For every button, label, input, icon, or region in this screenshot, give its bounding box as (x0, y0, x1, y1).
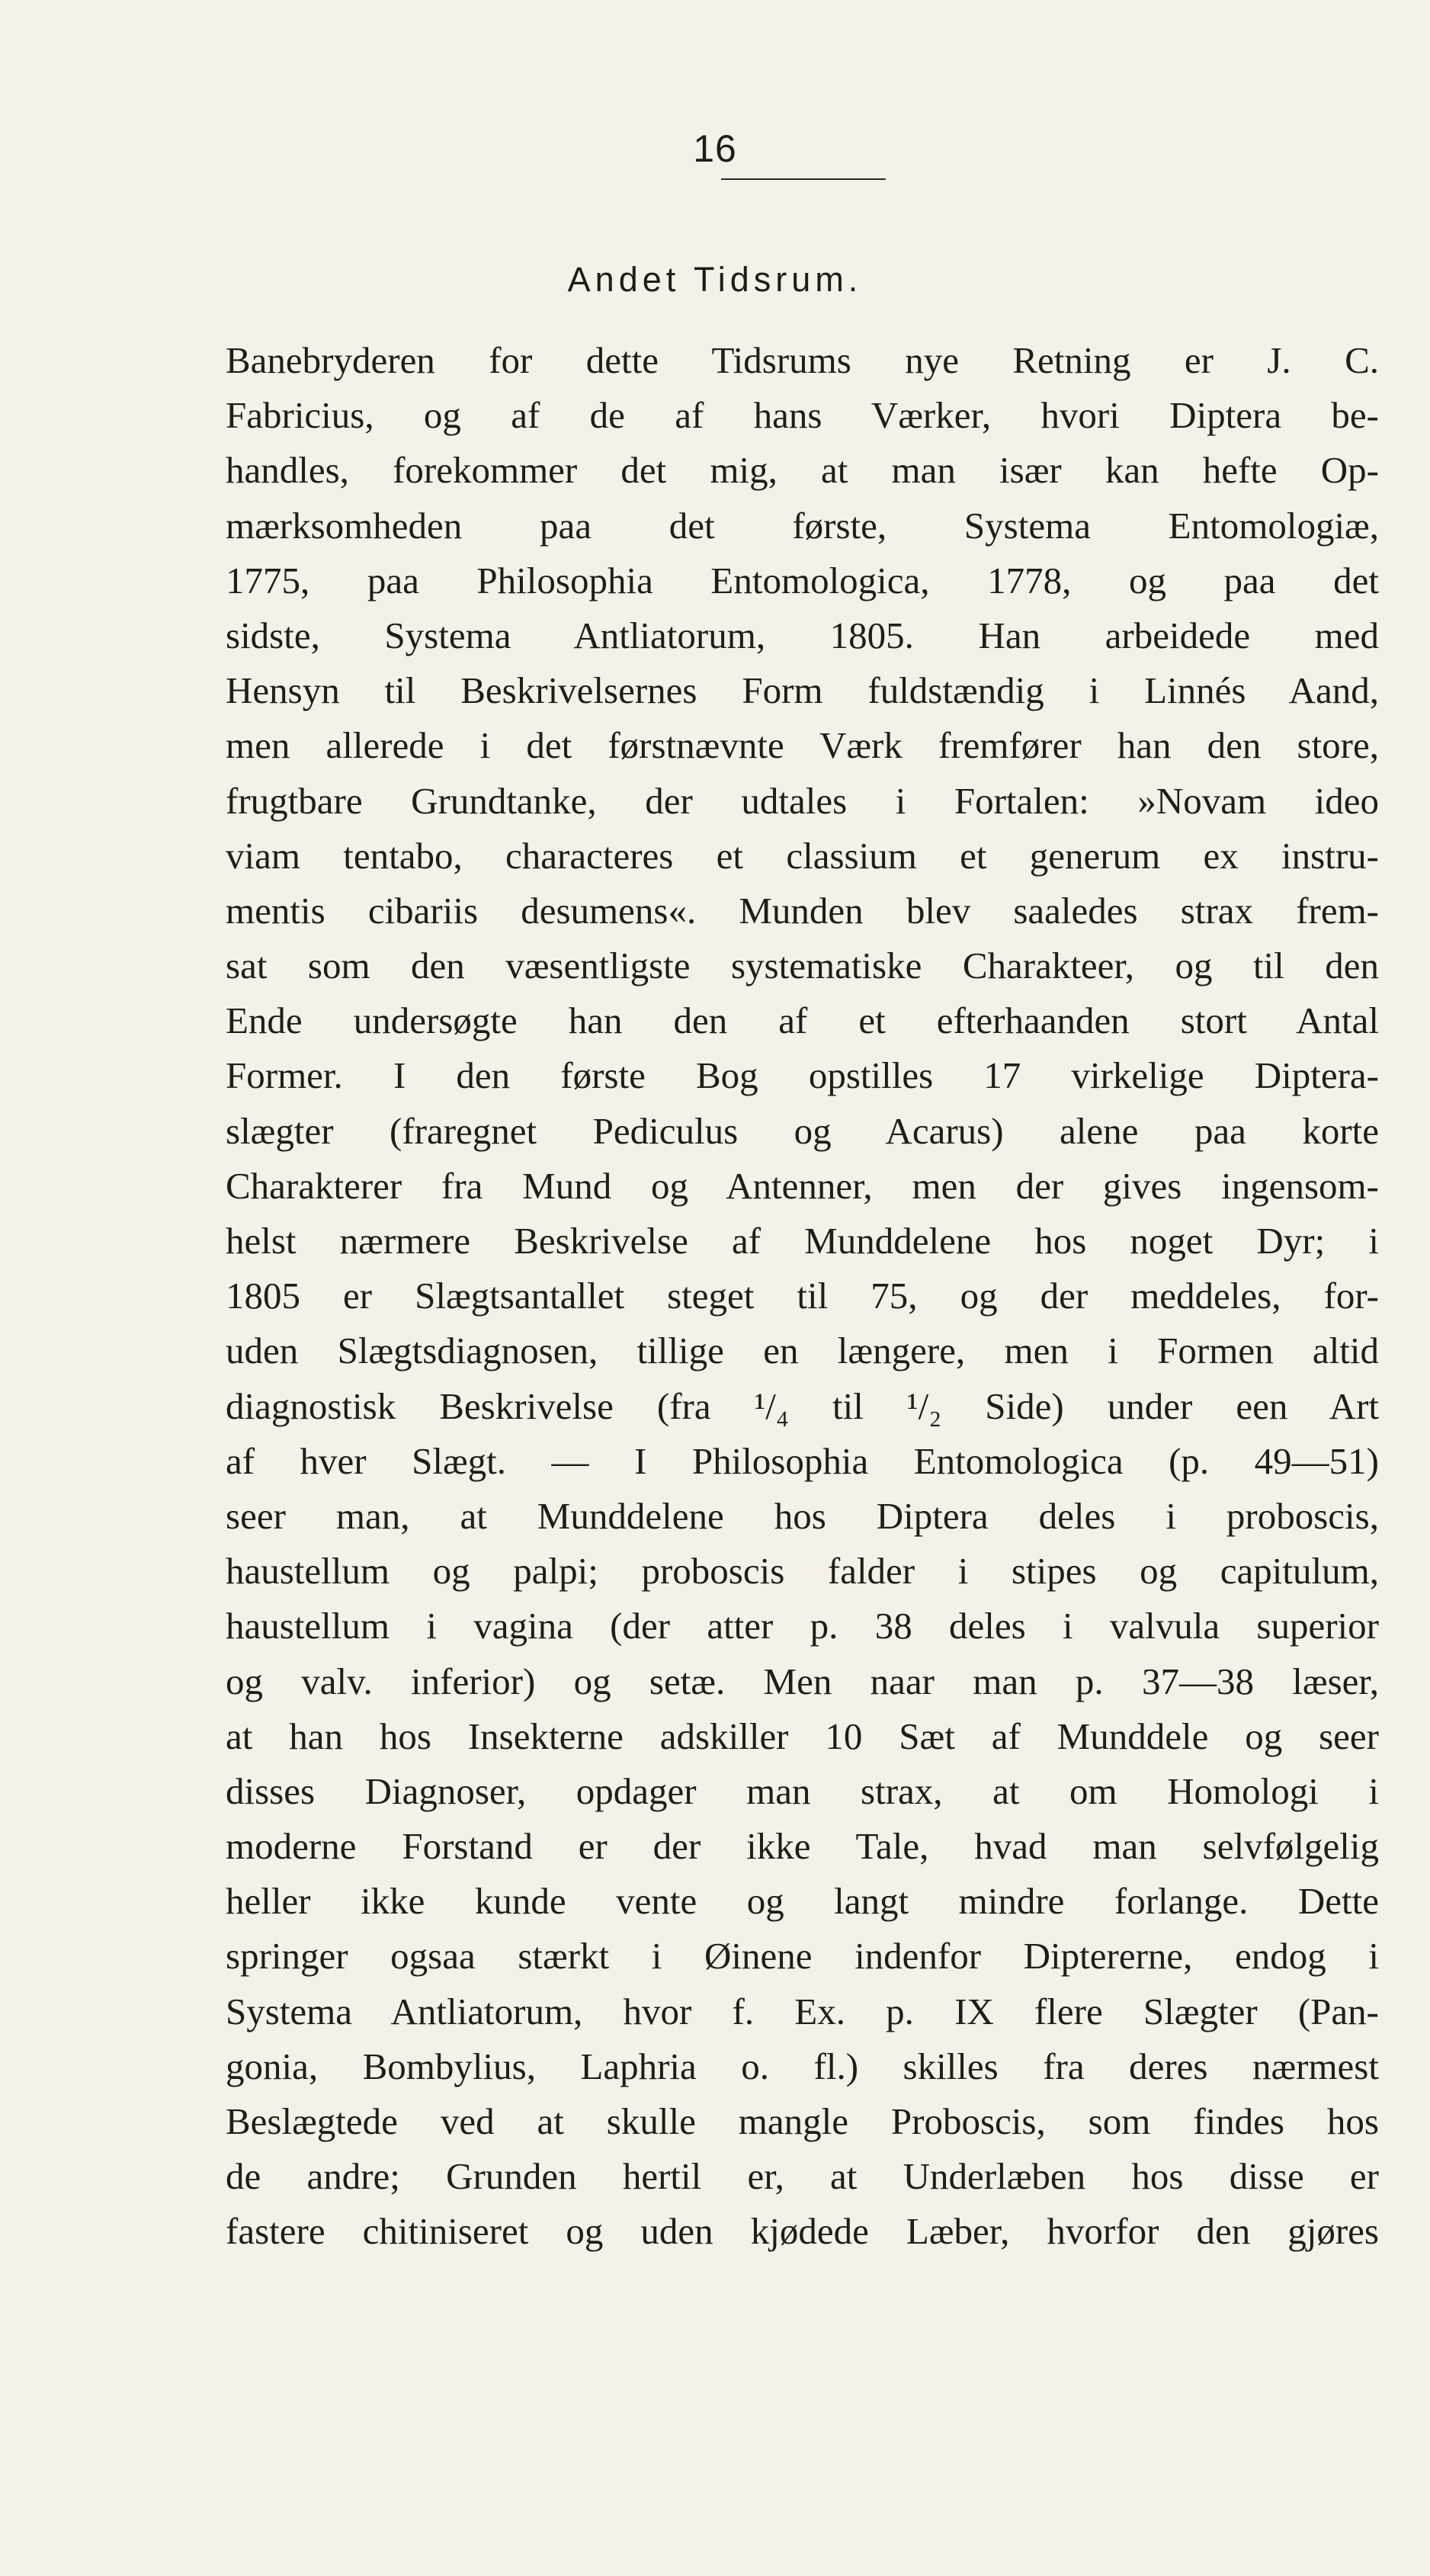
text-line: haustellum og palpi; proboscis falder i stipes og capitulum, (226, 1550, 1379, 1593)
text-line: men allerede i det førstnævnte Værk fremfører han den store, (226, 724, 1379, 767)
text-line: Hensyn til Beskrivelsernes Form fuldstændig i Linnés Aand, (226, 669, 1379, 712)
text-line: seer man, at Munddelene hos Diptera deles i proboscis, (226, 1494, 1379, 1537)
text-line: Systema Antliatorum, hvor f. Ex. p. IX flere Slægter (Pan- (226, 1990, 1379, 2032)
text-line: helst nærmere Beskrivelse af Munddelene hos noget Dyr; i (226, 1220, 1379, 1262)
text-line: og valv. inferior) og setæ. Men naar man p. 37—38 læser, (226, 1660, 1379, 1702)
text-line: Charakterer fra Mund og Antenner, men der gives ingensom- (226, 1164, 1379, 1207)
text-line: slægter (fraregnet Pediculus og Acarus) alene paa korte (226, 1109, 1379, 1152)
text-line: diagnostisk Beskrivelse (fra ¹/₄ til ¹/₂ Side) under een Art (226, 1384, 1379, 1427)
text-line: moderne Forstand er der ikke Tale, hvad man selvfølgelig (226, 1825, 1379, 1868)
text-line: Beslægtede ved at skulle mangle Proboscis, som findes hos (226, 2100, 1379, 2142)
text-line: frugtbare Grundtanke, der udtales i Fortalen: »Novam ideo (226, 779, 1379, 822)
text-line: Fabricius, og af de af hans Værker, hvori Diptera be- (226, 394, 1379, 437)
text-line: 1805 er Slægtsantallet steget til 75, og der meddeles, for- (226, 1275, 1379, 1317)
text-line: viam tentabo, characteres et classium et generum ex instru- (226, 834, 1379, 877)
page-number-rule (721, 178, 886, 180)
text-line: haustellum i vagina (der atter p. 38 deles i valvula superior (226, 1605, 1379, 1647)
text-line: Banebryderen for dette Tidsrums nye Retning er J. C. (226, 339, 1379, 381)
text-line: uden Slægtsdiagnosen, tillige en længere, men i Formen altid (226, 1330, 1379, 1372)
text-line: at han hos Insekterne adskiller 10 Sæt af Munddele og seer (226, 1715, 1379, 1757)
text-line: 1775, paa Philosophia Entomologica, 1778, og paa det (226, 559, 1379, 601)
text-line: Former. I den første Bog opstilles 17 virkelige Diptera- (226, 1054, 1379, 1097)
text-line: disses Diagnoser, opdager man strax, at om Homologi i (226, 1769, 1379, 1812)
text-line: heller ikke kunde vente og langt mindre forlange. Dette (226, 1880, 1379, 1923)
text-line: sidste, Systema Antliatorum, 1805. Han arbeidede med (226, 614, 1379, 656)
body-paragraph (226, 333, 1379, 2260)
page-number: 16 (693, 127, 737, 170)
text-line: Ende undersøgte han den af et efterhaanden stort Antal (226, 999, 1379, 1042)
text-line: de andre; Grunden hertil er, at Underlæben hos disse er (226, 2155, 1379, 2198)
text-line: handles, forekommer det mig, at man især kan hefte Op- (226, 449, 1379, 492)
text-line: af hver Slægt. — I Philosophia Entomologica (p. 49—51) (226, 1439, 1379, 1482)
text-line: mentis cibariis desumens«. Munden blev saaledes strax frem- (226, 889, 1379, 932)
text-line: gonia, Bombylius, Laphria o. fl.) skilles fra deres nærmest (226, 2045, 1379, 2087)
text-line: fastere chitiniseret og uden kjødede Læber, hvorfor den gjøres (226, 2210, 1379, 2253)
text-line: sat som den væsentligste systematiske Charakteer, og til den (226, 945, 1379, 987)
section-title: Andet Tidsrum. (567, 260, 863, 299)
text-line: springer ogsaa stærkt i Øinene indenfor Diptererne, endog i (226, 1935, 1379, 1978)
text-line: mærksomheden paa det første, Systema Entomologiæ, (226, 504, 1379, 547)
